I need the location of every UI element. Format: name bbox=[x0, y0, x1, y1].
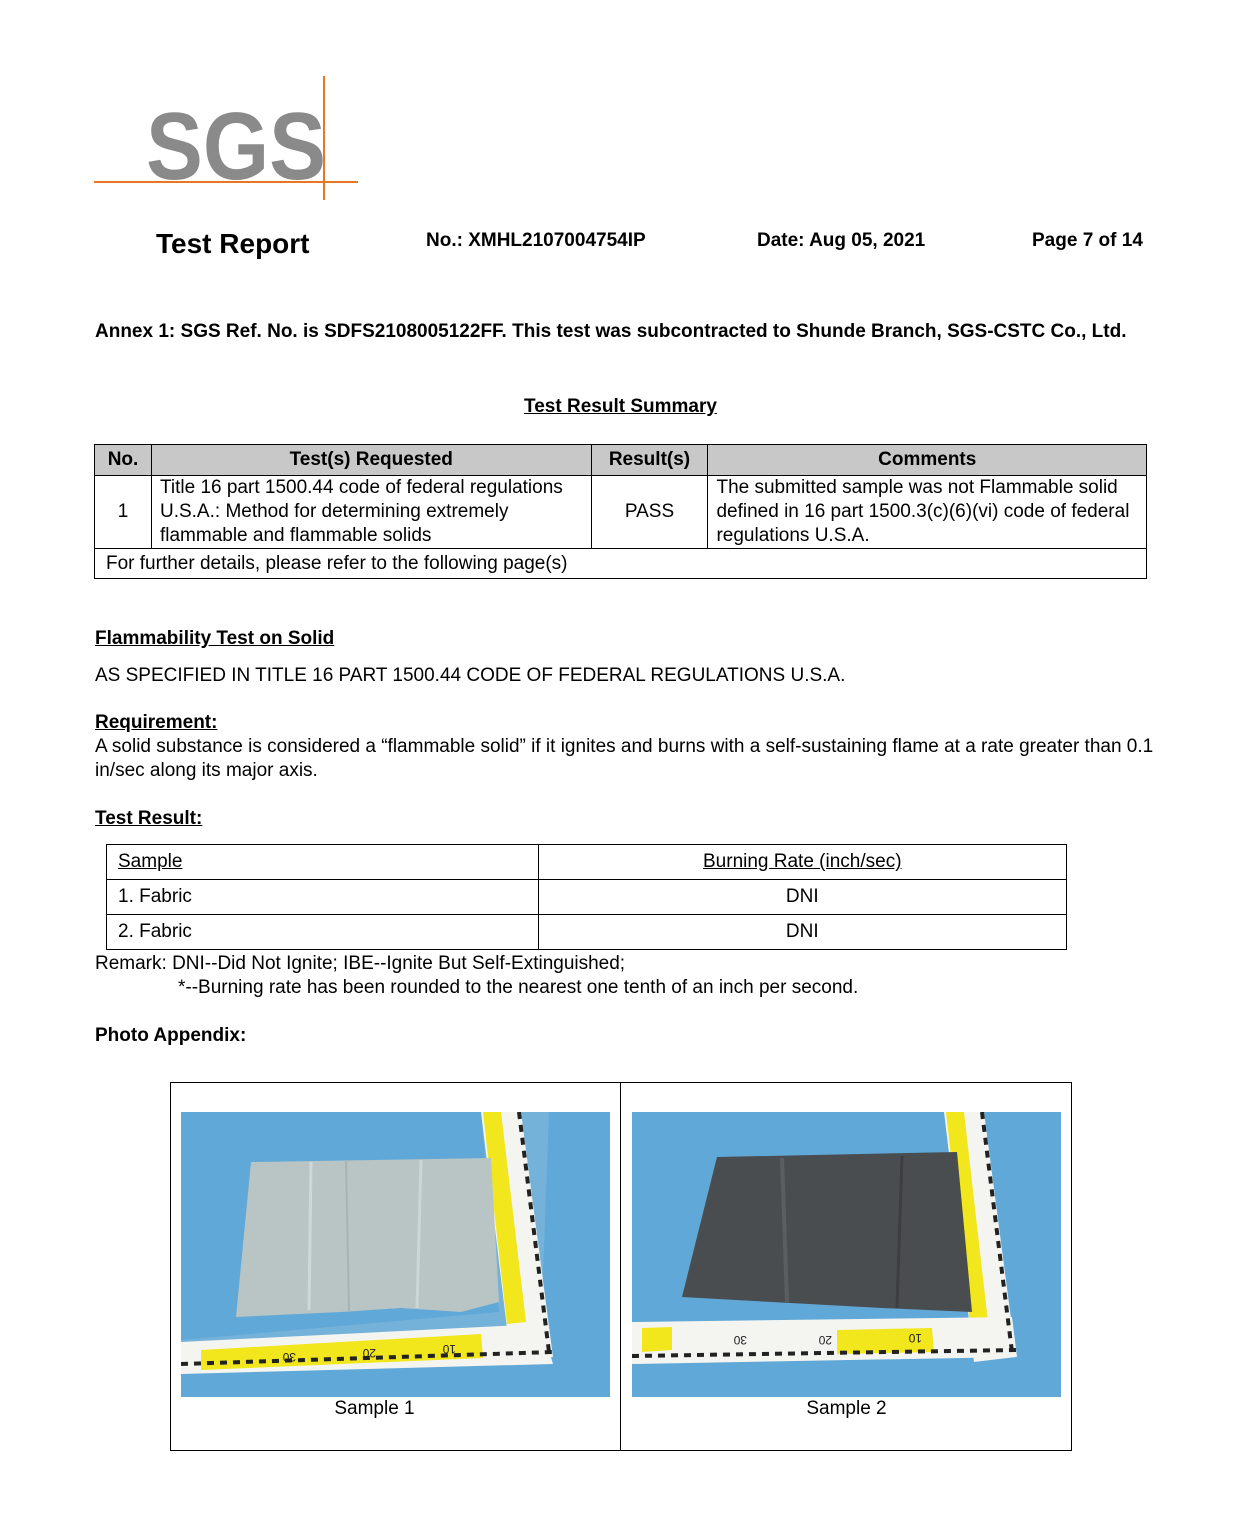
report-number: No.: XMHL2107004754IP bbox=[426, 230, 646, 251]
sample-2-photo bbox=[632, 1112, 1061, 1397]
requirement-text: A solid substance is considered a “flammable solid” if it ignites and burns with a self-sustaining flame at a rate greater than 0.1 in/sec along its major axis. bbox=[95, 736, 1154, 781]
summary-header-row bbox=[95, 445, 1147, 476]
remark-line-2: *--Burning rate has been rounded to the nearest one tenth of an inch per second. bbox=[178, 977, 859, 998]
annex-note: Annex 1: SGS Ref. No. is SDFS2108005122FF. This test was subcontracted to Shunde Branch, SGS-CSTC Co., Ltd. bbox=[95, 321, 1127, 342]
cell-sample: 2. Fabric bbox=[107, 915, 539, 950]
flammability-heading: Flammability Test on Solid bbox=[95, 628, 335, 649]
sample-1-caption: Sample 1 bbox=[334, 1398, 415, 1419]
cell-burning-rate: DNI bbox=[538, 915, 1066, 950]
summary-footer: For further details, please refer to the following page(s) bbox=[95, 549, 1147, 579]
cell-no: 1 bbox=[95, 476, 152, 549]
report-title: Test Report bbox=[156, 228, 310, 259]
svg-text:30: 30 bbox=[282, 1350, 296, 1364]
cell-burning-rate: DNI bbox=[538, 880, 1066, 915]
photo-table-divider bbox=[620, 1082, 621, 1451]
svg-text:30: 30 bbox=[733, 1333, 747, 1347]
result-table bbox=[106, 844, 1067, 950]
requirement-heading: Requirement: bbox=[95, 712, 218, 733]
col-header-sample: Sample bbox=[118, 851, 183, 872]
cell-comments: The submitted sample was not Flammable solid defined in 16 part 1500.3(c)(6)(vi) code of federal regulations U.S.A. bbox=[708, 476, 1147, 549]
col-header-result: Result(s) bbox=[591, 445, 708, 476]
summary-footer-row bbox=[95, 549, 1147, 579]
svg-text:20: 20 bbox=[818, 1333, 832, 1347]
report-date: Date: Aug 05, 2021 bbox=[757, 230, 926, 251]
test-result-heading: Test Result: bbox=[95, 808, 203, 829]
svg-text:10: 10 bbox=[908, 1331, 922, 1345]
table-row bbox=[95, 476, 1147, 549]
remark-line-1: Remark: DNI--Did Not Ignite; IBE--Ignite But Self-Extinguished; bbox=[95, 953, 626, 974]
table-row bbox=[107, 880, 1067, 915]
col-header-comments: Comments bbox=[708, 445, 1147, 476]
col-header-burning-rate: Burning Rate (inch/sec) bbox=[703, 851, 902, 872]
summary-table bbox=[94, 444, 1147, 579]
result-header-row bbox=[107, 845, 1067, 880]
summary-heading: Test Result Summary bbox=[524, 396, 717, 417]
col-header-test: Test(s) Requested bbox=[151, 445, 591, 476]
specification-text: AS SPECIFIED IN TITLE 16 PART 1500.44 CODE OF FEDERAL REGULATIONS U.S.A. bbox=[95, 665, 846, 686]
sample-2-caption: Sample 2 bbox=[806, 1398, 887, 1419]
svg-text:10: 10 bbox=[442, 1342, 456, 1356]
svg-text:20: 20 bbox=[362, 1346, 376, 1360]
cell-sample: 1. Fabric bbox=[107, 880, 539, 915]
sample-1-photo bbox=[181, 1112, 610, 1397]
cell-result: PASS bbox=[591, 476, 708, 549]
sgs-logo-text: SGS bbox=[146, 93, 326, 200]
photo-appendix-heading: Photo Appendix: bbox=[95, 1025, 247, 1046]
cell-test: Title 16 part 1500.44 code of federal regulations U.S.A.: Method for determining extremely flammable and flammable solids bbox=[151, 476, 591, 549]
sgs-logo bbox=[94, 76, 360, 201]
table-row bbox=[107, 915, 1067, 950]
page-number: Page 7 of 14 bbox=[1032, 230, 1143, 251]
col-header-no: No. bbox=[95, 445, 152, 476]
